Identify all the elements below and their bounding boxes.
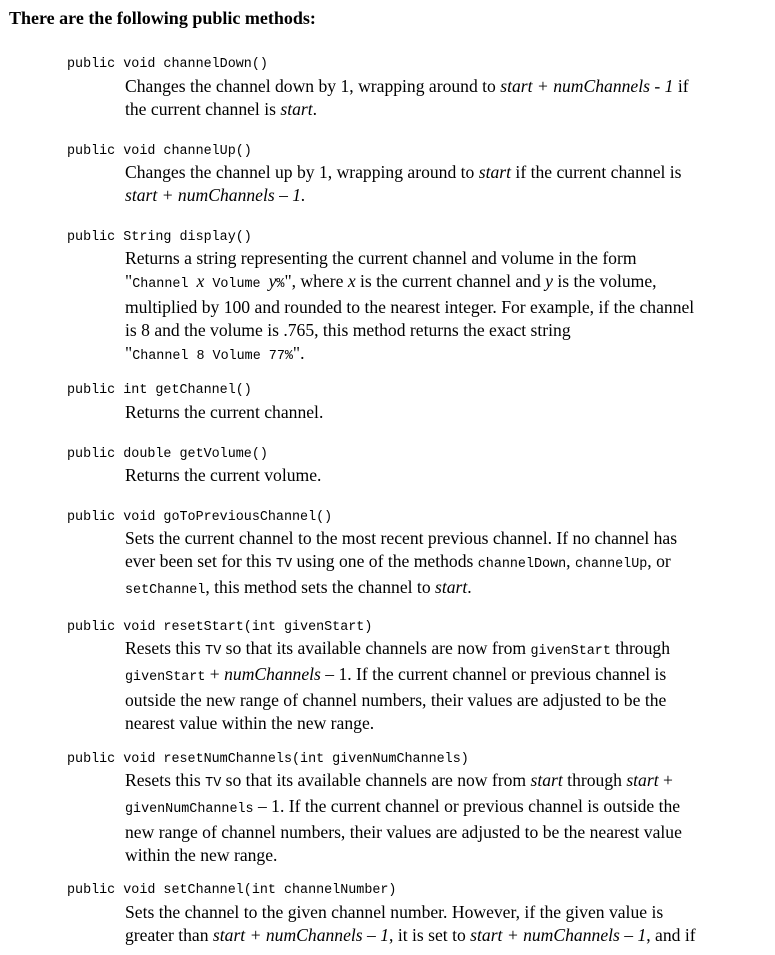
desc-line: givenStart + numChannels – 1. If the current channel or previous channel is [125, 664, 667, 685]
method-signature-getChannel: public int getChannel() [67, 383, 252, 398]
desc-line: nearest value within the new range. [125, 713, 375, 733]
desc-line: Changes the channel up by 1, wrapping around to start if the current channel is [125, 162, 682, 182]
method-signature-channelDown: public void channelDown() [67, 57, 268, 72]
desc-line: outside the new range of channel numbers, their values are adjusted to be the [125, 690, 667, 710]
desc-line: Returns a string representing the current channel and volume in the form [125, 248, 637, 268]
desc-line: "Channel 8 Volume 77%". [125, 343, 305, 364]
method-signature-resetStart: public void resetStart(int givenStart) [67, 620, 373, 635]
desc-line: Returns the current volume. [125, 465, 322, 485]
desc-line: Returns the current channel. [125, 402, 324, 422]
desc-line: Changes the channel down by 1, wrapping around to start + numChannels - 1 if [125, 76, 689, 96]
desc-line: within the new range. [125, 845, 278, 865]
method-signature-goToPreviousChannel: public void goToPreviousChannel() [67, 510, 333, 525]
desc-line: Sets the channel to the given channel number. However, if the given value is [125, 902, 664, 922]
desc-line: new range of channel numbers, their values are adjusted to be the nearest value [125, 822, 682, 842]
desc-line: "Channel x Volume y%", where x is the current channel and y is the volume, [125, 271, 657, 292]
method-description-display [125, 247, 765, 368]
method-signature-channelUp: public void channelUp() [67, 144, 252, 159]
desc-line: greater than start + numChannels – 1, it is set to start + numChannels – 1, and if [125, 925, 696, 945]
desc-line: Resets this TV so that its available channels are now from start through start + [125, 770, 673, 791]
desc-line: givenNumChannels – 1. If the current channel or previous channel is outside the [125, 796, 681, 817]
desc-line: start + numChannels – 1. [125, 185, 306, 205]
method-description-channelDown [125, 75, 765, 121]
desc-line: Sets the current channel to the most recent previous channel. If no channel has [125, 528, 678, 548]
desc-line: multiplied by 100 and rounded to the nearest integer. For example, if the channel [125, 297, 695, 317]
page-heading: There are the following public methods: [9, 8, 316, 28]
method-description-goToPreviousChannel [125, 527, 765, 602]
desc-line: the current channel is start. [125, 99, 318, 119]
desc-line: is 8 and the volume is .765, this method returns the exact string [125, 320, 571, 340]
method-signature-display: public String display() [67, 230, 252, 245]
method-description-channelUp [125, 161, 765, 207]
method-signature-getVolume: public double getVolume() [67, 447, 268, 462]
method-description-setChannel [125, 901, 765, 947]
desc-line: setChannel, this method sets the channel to start. [125, 577, 472, 598]
method-description-resetNumChannels [125, 769, 765, 867]
method-description-getVolume [125, 464, 765, 487]
desc-line: Resets this TV so that its available channels are now from givenStart through [125, 638, 670, 659]
desc-line: ever been set for this TV using one of the methods channelDown, channelUp, or [125, 551, 671, 572]
method-description-resetStart [125, 637, 765, 735]
method-signature-resetNumChannels: public void resetNumChannels(int givenNumChannels) [67, 752, 469, 767]
method-description-getChannel [125, 401, 765, 424]
method-signature-setChannel: public void setChannel(int channelNumber) [67, 883, 397, 898]
